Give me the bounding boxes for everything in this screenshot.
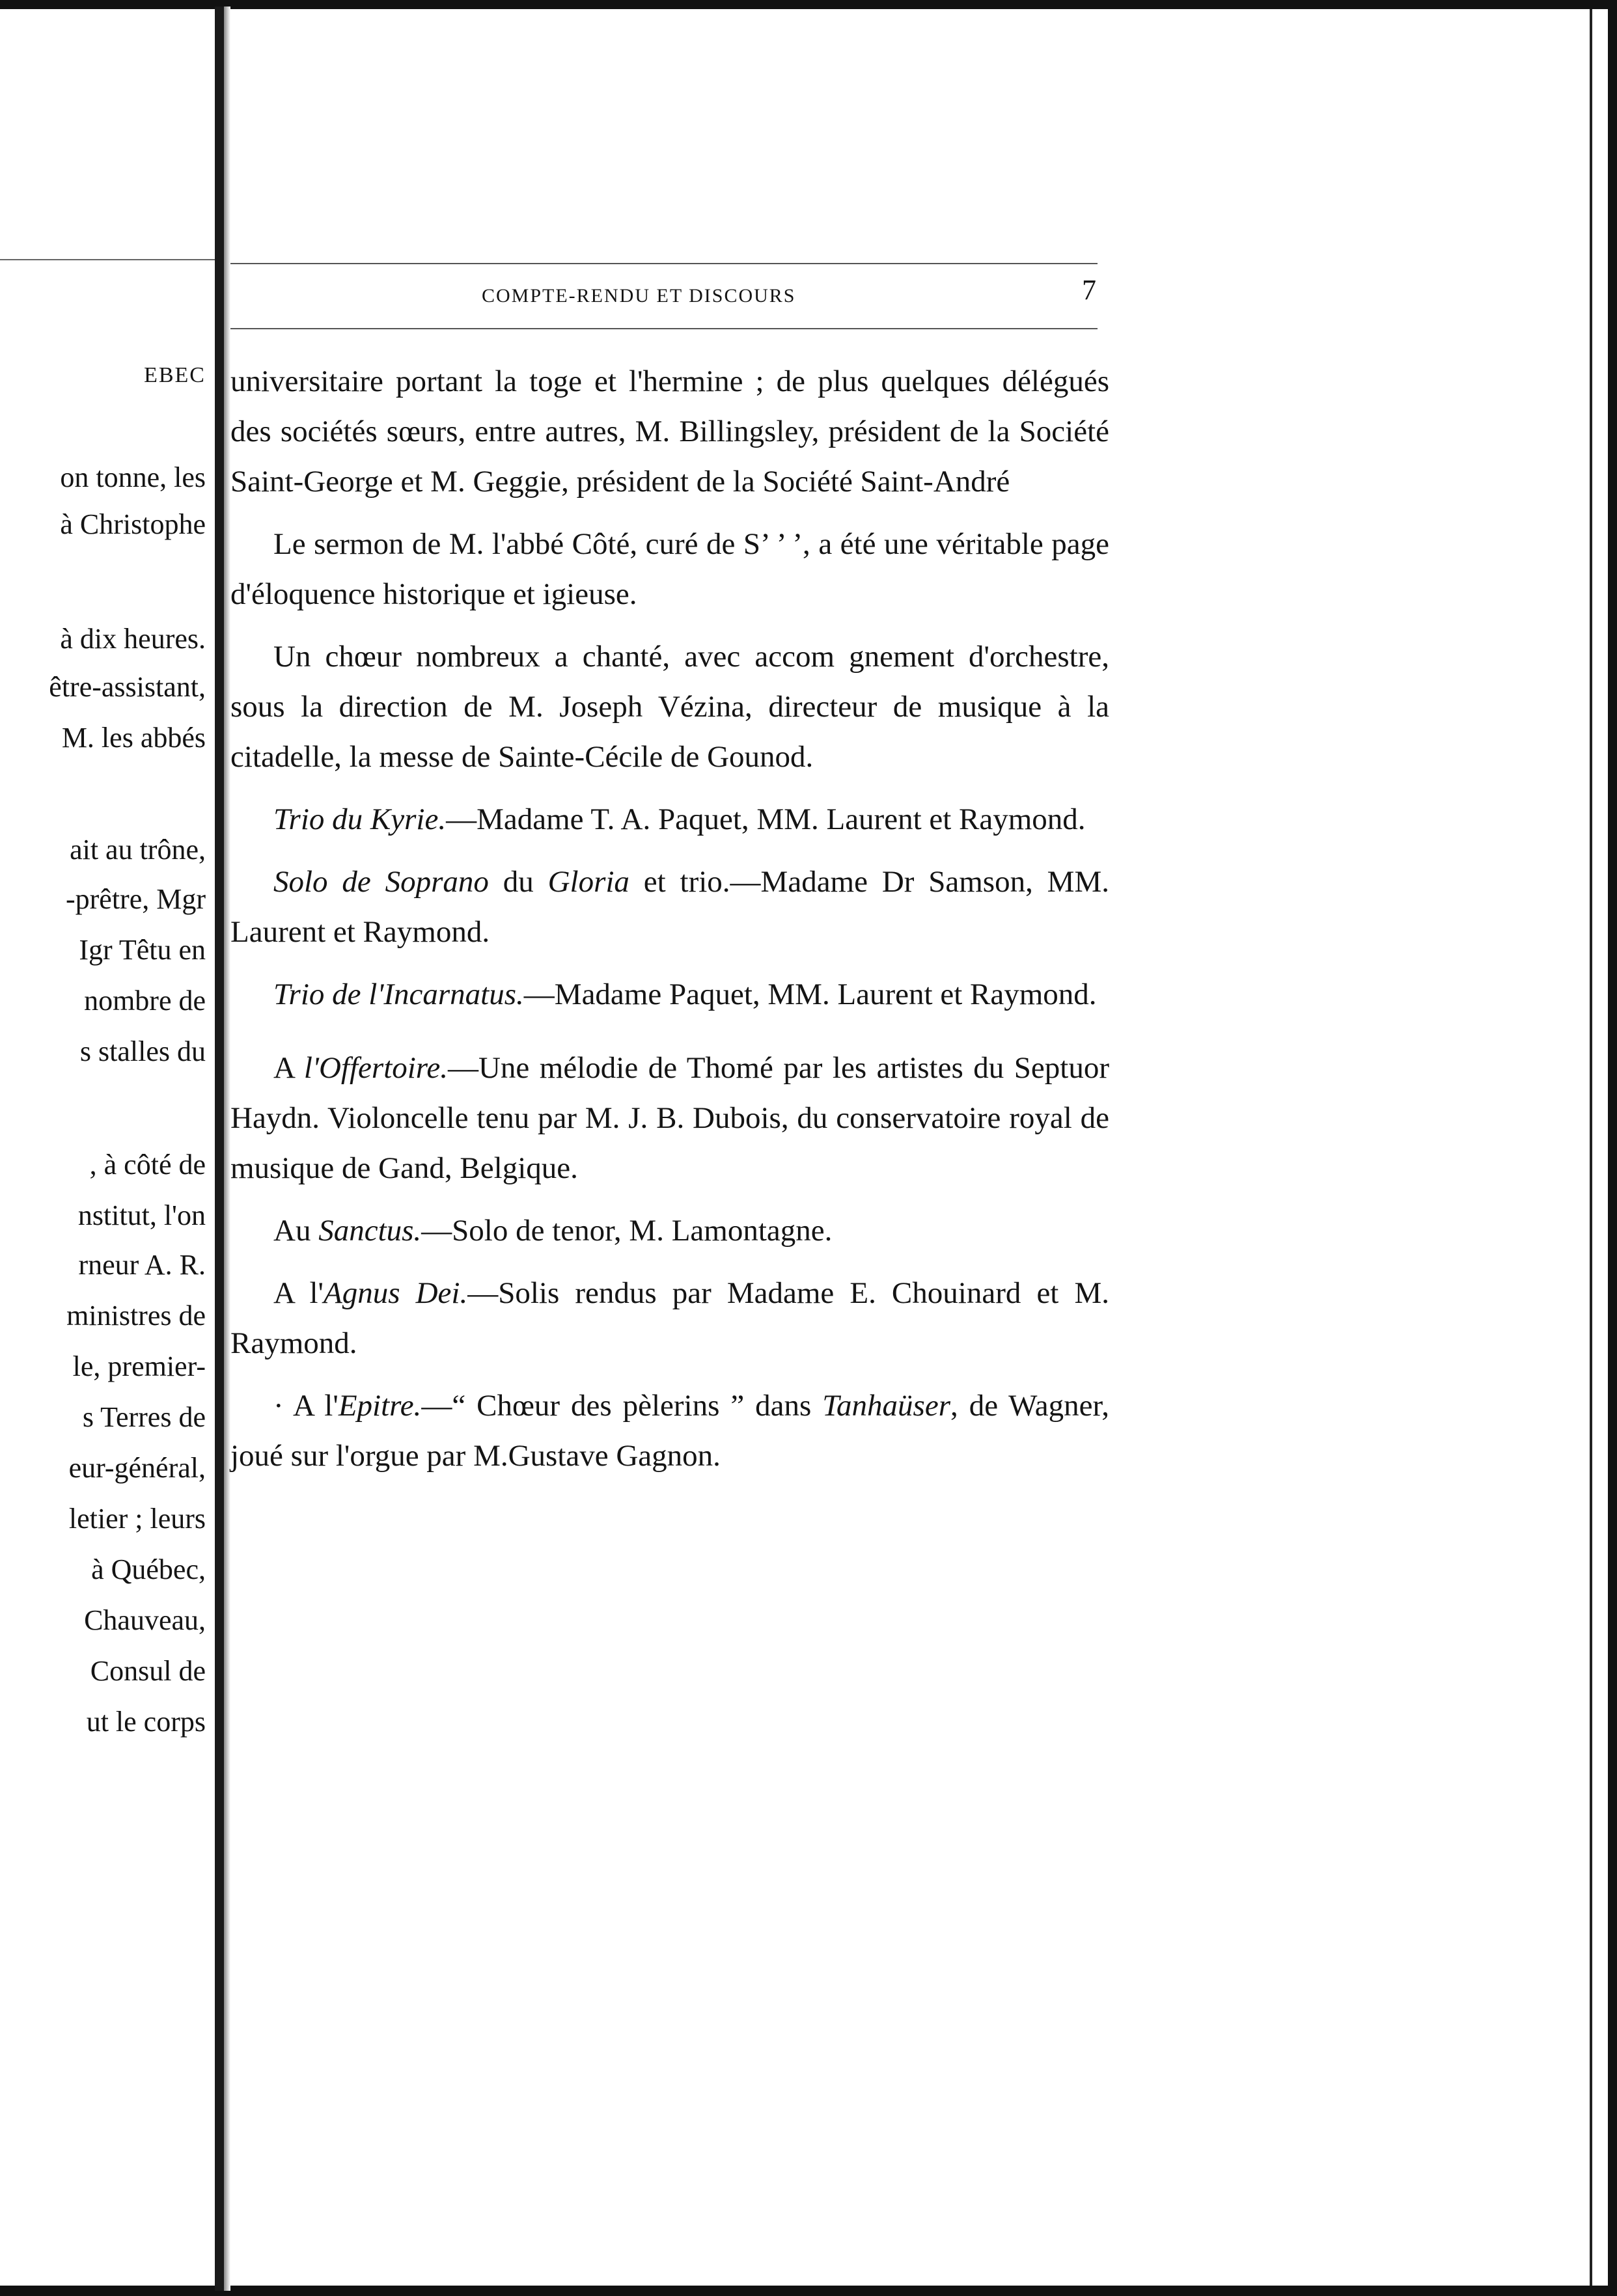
book-gutter <box>215 7 224 2291</box>
music-piece-title: Gloria <box>547 865 629 899</box>
facing-page-line: ministres de <box>66 1300 206 1332</box>
facing-page-line: eur-général, <box>68 1452 206 1484</box>
facing-page-line: Igr Têtu en <box>79 934 206 966</box>
facing-page-line: à dix heures. <box>60 623 206 655</box>
paragraph: · A l'Epitre.—“ Chœur des pèlerins ” dans Tanhaüser, de Wagner, joué sur l'orgue par M.Gustave Gagnon. <box>230 1389 1110 1473</box>
music-piece-title: Trio du Kyrie. <box>273 802 447 836</box>
paragraph: Solo de Soprano du Gloria et trio.—Madame Dr Samson, MM. Laurent et Raymond. <box>230 865 1110 949</box>
paragraph: Trio de l'Incarnatus.—Madame Paquet, MM. Laurent et Raymond. <box>273 977 1097 1011</box>
facing-page-line: , à côté de <box>89 1149 206 1181</box>
facing-page-heading: EBEC <box>144 363 206 387</box>
paragraph: A l'Offertoire.—Une mélodie de Thomé par les artistes du Septuor Haydn. Violoncelle tenu par M. J. B. Dubois, du conservatoire royal de musique de Gand, Belgique. <box>230 1051 1109 1185</box>
facing-page-line: letier ; leurs <box>68 1503 206 1535</box>
facing-page-line: M. les abbés <box>61 722 206 754</box>
music-piece-title: Agnus Dei. <box>323 1276 468 1310</box>
facing-page-line: nombre de <box>84 985 206 1017</box>
running-head: COMPTE-RENDU ET DISCOURS <box>482 285 796 307</box>
gutter-shadow <box>224 7 230 2291</box>
page-edge-line <box>1590 9 1592 2287</box>
paragraph: A l'Agnus Dei.—Solis rendus par Madame E. Chouinard et M. Raymond. <box>230 1276 1110 1360</box>
facing-page-line: le, premier- <box>72 1350 206 1382</box>
page-number: 7 <box>1082 274 1096 306</box>
facing-page-line: ut le corps <box>86 1706 206 1738</box>
header-bottom-rule <box>230 328 1098 329</box>
facing-page-line: on tonne, les <box>60 461 206 493</box>
paragraph: Trio du Kyrie.—Madame T. A. Paquet, MM. Laurent et Raymond. <box>273 802 1086 836</box>
music-piece-title: Tanhaüser <box>822 1389 951 1423</box>
facing-page-line: Consul de <box>90 1655 206 1687</box>
music-piece-title: Epitre. <box>338 1389 422 1423</box>
facing-page-line: Chauveau, <box>84 1604 206 1636</box>
paragraph: Le sermon de M. l'abbé Côté, curé de S’ ’ ’, a été une véritable page d'éloquence historique et igieuse. <box>230 527 1109 611</box>
facing-page-line: s stalles du <box>79 1035 206 1067</box>
facing-page-line: rneur A. R. <box>78 1249 206 1281</box>
facing-page-line: ait au trône, <box>70 834 206 866</box>
facing-page-line: -prêtre, Mgr <box>65 883 206 915</box>
page-body <box>230 357 1109 1494</box>
page-bottom-border <box>0 2286 1617 2296</box>
facing-page-header-rule <box>0 259 215 260</box>
music-piece-title: l'Offertoire. <box>303 1051 448 1085</box>
facing-page-line: à Christophe <box>60 508 206 540</box>
page-right-border <box>1608 0 1617 2296</box>
paragraph: Un chœur nombreux a chanté, avec accom gnement d'orchestre, sous la direction de M. Joseph Vézina, directeur de musique à la citadelle, la messe de Sainte-Cécile de Gounod. <box>230 640 1109 774</box>
facing-page-line: s Terres de <box>82 1401 206 1433</box>
facing-page-line: à Québec, <box>91 1553 206 1585</box>
facing-page-line: nstitut, l'on <box>77 1199 206 1231</box>
page-top-border <box>0 0 1617 9</box>
header-top-rule <box>230 263 1098 264</box>
music-piece-title: Solo de Soprano <box>273 865 489 899</box>
paragraph: universitaire portant la toge et l'hermine ; de plus quelques délégués des sociétés sœurs, entre autres, M. Billingsley, président de la Société Saint-George et M. Geggie, président de la Société Saint-André <box>230 364 1109 499</box>
facing-page-fragment <box>0 0 215 2296</box>
paragraph: Au Sanctus.—Solo de tenor, M. Lamontagne. <box>273 1214 833 1248</box>
music-piece-title: Sanctus. <box>318 1214 422 1248</box>
music-piece-title: Trio de l'Incarnatus. <box>273 977 524 1011</box>
facing-page-line: être-assistant, <box>49 671 206 703</box>
